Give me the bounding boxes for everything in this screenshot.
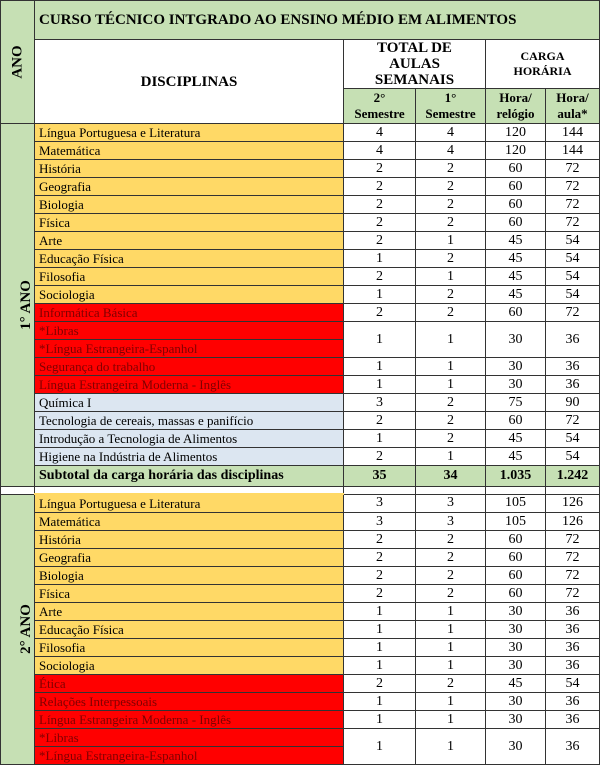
cell-sem2: 4 — [344, 124, 416, 142]
cell-hr: 30 — [486, 657, 546, 675]
cell-sem1: 1 — [416, 639, 486, 657]
spacer-cell — [546, 487, 600, 495]
year1-year-cell — [1, 124, 35, 487]
table-row — [1, 549, 600, 567]
cell-ha: 72 — [546, 214, 600, 232]
cell-sem2: 1 — [344, 621, 416, 639]
cell-sem1: 2 — [416, 412, 486, 430]
cell-hr: 60 — [486, 160, 546, 178]
discipline-name: Língua Estrangeira Moderna - Inglês — [35, 376, 344, 394]
discipline-name: Introdução a Tecnologia de Alimentos — [35, 430, 344, 448]
cell-sem2: 2 — [344, 268, 416, 286]
spacer-cell — [35, 487, 344, 495]
year-column-header — [1, 1, 35, 124]
cell-sem1: 3 — [416, 494, 486, 513]
cell-sem1: 2 — [416, 549, 486, 567]
cell-sem1: 3 — [416, 513, 486, 531]
cell-sem1: 1 — [416, 621, 486, 639]
cell-ha: 54 — [546, 430, 600, 448]
discipline-name: Língua Portuguesa e Literatura — [35, 124, 344, 142]
cell-sem2: 1 — [344, 430, 416, 448]
cell-sem1: 2 — [416, 567, 486, 585]
table-row — [1, 603, 600, 621]
table-row — [1, 412, 600, 430]
cell-ha: 72 — [546, 567, 600, 585]
cell-sem1: 1 — [416, 729, 486, 765]
cell-hr: 120 — [486, 124, 546, 142]
table-row — [1, 196, 600, 214]
cell-hr: 30 — [486, 603, 546, 621]
discipline-name: Educação Física — [35, 621, 344, 639]
cell-ha: 36 — [546, 657, 600, 675]
table-row — [1, 214, 600, 232]
discipline-name: Matemática — [35, 513, 344, 531]
table-row — [1, 232, 600, 250]
cell-ha: 36 — [546, 693, 600, 711]
discipline-name: *Língua Estrangeira-Espanhol — [35, 340, 344, 358]
cell-ha: 36 — [546, 639, 600, 657]
col-header-hora-aula: Hora/ aula* — [546, 89, 600, 124]
table-row — [1, 639, 600, 657]
discipline-name: Tecnologia de cereais, massas e panifício — [35, 412, 344, 430]
discipline-name: Arte — [35, 232, 344, 250]
table-row — [1, 657, 600, 675]
discipline-name: Biologia — [35, 196, 344, 214]
cell-sem2: 1 — [344, 729, 416, 765]
cell-sem1: 2 — [416, 178, 486, 196]
cell-ha: 72 — [546, 531, 600, 549]
cell-sem1: 1 — [416, 232, 486, 250]
cell-sem1: 1 — [416, 657, 486, 675]
cell-sem1: 1 — [416, 603, 486, 621]
spacer-cell — [344, 487, 416, 495]
cell-ha: 72 — [546, 304, 600, 322]
cell-hr: 45 — [486, 268, 546, 286]
cell-sem2: 1 — [344, 250, 416, 268]
cell-ha: 36 — [546, 729, 600, 765]
course-title-row — [1, 1, 600, 40]
cell-hr: 45 — [486, 286, 546, 304]
cell-ha: 72 — [546, 412, 600, 430]
cell-sem1: 1 — [416, 358, 486, 376]
cell-hr: 30 — [486, 639, 546, 657]
cell-ha: 54 — [546, 232, 600, 250]
discipline-name: Física — [35, 585, 344, 603]
cell-hr: 120 — [486, 142, 546, 160]
discipline-name: História — [35, 160, 344, 178]
cell-ha: 36 — [546, 376, 600, 394]
discipline-name: Higiene na Indústria de Alimentos — [35, 448, 344, 466]
cell-hr: 105 — [486, 513, 546, 531]
header-row-1 — [1, 40, 600, 89]
cell-sem2: 2 — [344, 531, 416, 549]
year2-year-label: 2° ANO — [17, 604, 34, 655]
cell-ha: 36 — [546, 358, 600, 376]
table-row — [1, 286, 600, 304]
cell-ha: 90 — [546, 394, 600, 412]
discipline-name: Biologia — [35, 567, 344, 585]
cell-ha: 72 — [546, 178, 600, 196]
cell-sem2: 3 — [344, 394, 416, 412]
cell-sem2: 2 — [344, 232, 416, 250]
cell-sem2: 2 — [344, 567, 416, 585]
cell-sem1: 2 — [416, 585, 486, 603]
discipline-name: Filosofia — [35, 639, 344, 657]
cell-sem2: 2 — [344, 178, 416, 196]
spacer-cell — [486, 487, 546, 495]
cell-hr: 75 — [486, 394, 546, 412]
discipline-name: Física — [35, 214, 344, 232]
section-spacer — [1, 487, 600, 495]
cell-sem2: 2 — [344, 196, 416, 214]
subtotal-sem2: 35 — [344, 466, 416, 487]
cell-sem1: 1 — [416, 376, 486, 394]
year1-year-label: 1° ANO — [17, 280, 34, 330]
cell-ha: 54 — [546, 286, 600, 304]
cell-sem1: 2 — [416, 160, 486, 178]
cell-sem2: 1 — [344, 322, 416, 358]
cell-ha: 126 — [546, 494, 600, 513]
table-row — [1, 268, 600, 286]
discipline-name: Relações Interpessoais — [35, 693, 344, 711]
discipline-name: Matemática — [35, 142, 344, 160]
cell-sem1: 2 — [416, 394, 486, 412]
discipline-name: Informática Básica — [35, 304, 344, 322]
cell-sem2: 2 — [344, 585, 416, 603]
table-row — [1, 430, 600, 448]
subtotal-row — [1, 466, 600, 487]
cell-sem2: 2 — [344, 214, 416, 232]
cell-sem1: 2 — [416, 214, 486, 232]
cell-hr: 60 — [486, 567, 546, 585]
cell-ha: 54 — [546, 675, 600, 693]
cell-sem2: 2 — [344, 160, 416, 178]
cell-sem2: 2 — [344, 675, 416, 693]
cell-sem2: 1 — [344, 693, 416, 711]
table-row — [1, 621, 600, 639]
table-row — [1, 394, 600, 412]
subtotal-hr: 1.035 — [486, 466, 546, 487]
cell-sem2: 2 — [344, 304, 416, 322]
cell-sem2: 2 — [344, 549, 416, 567]
discipline-name: *Libras — [35, 729, 344, 747]
discipline-name: Ética — [35, 675, 344, 693]
cell-hr: 60 — [486, 549, 546, 567]
cell-ha: 36 — [546, 603, 600, 621]
cell-ha: 54 — [546, 250, 600, 268]
table-row — [1, 585, 600, 603]
cell-ha: 54 — [546, 448, 600, 466]
cell-sem1: 2 — [416, 304, 486, 322]
cell-sem2: 1 — [344, 639, 416, 657]
cell-sem2: 3 — [344, 513, 416, 531]
cell-ha: 72 — [546, 196, 600, 214]
col-header-sem2: 2° Semestre — [344, 89, 416, 124]
discipline-name: Geografia — [35, 549, 344, 567]
subtotal-ha: 1.242 — [546, 466, 600, 487]
year2-year-cell — [1, 494, 35, 765]
cell-ha: 72 — [546, 160, 600, 178]
cell-ha: 36 — [546, 711, 600, 729]
discipline-name: Química I — [35, 394, 344, 412]
cell-ha: 126 — [546, 513, 600, 531]
discipline-name: Sociologia — [35, 286, 344, 304]
workload-header: CARGA HORÁRIA — [486, 40, 600, 89]
cell-ha: 72 — [546, 549, 600, 567]
cell-sem2: 3 — [344, 494, 416, 513]
subtotal-sem1: 34 — [416, 466, 486, 487]
discipline-name: Segurança do trabalho — [35, 358, 344, 376]
table-row — [1, 250, 600, 268]
cell-sem1: 2 — [416, 675, 486, 693]
cell-sem2: 2 — [344, 412, 416, 430]
cell-sem2: 1 — [344, 376, 416, 394]
cell-hr: 30 — [486, 729, 546, 765]
cell-ha: 54 — [546, 268, 600, 286]
cell-ha: 36 — [546, 322, 600, 358]
table-row — [1, 531, 600, 549]
cell-sem2: 1 — [344, 657, 416, 675]
cell-hr: 60 — [486, 531, 546, 549]
discipline-name: Língua Portuguesa e Literatura — [35, 494, 344, 513]
cell-hr: 30 — [486, 621, 546, 639]
cell-sem1: 2 — [416, 250, 486, 268]
year-header-label: ANO — [9, 45, 26, 79]
discipline-name: Filosofia — [35, 268, 344, 286]
discipline-name: *Língua Estrangeira-Espanhol — [35, 747, 344, 765]
cell-hr: 105 — [486, 494, 546, 513]
cell-sem1: 2 — [416, 196, 486, 214]
table-row — [1, 567, 600, 585]
cell-hr: 30 — [486, 376, 546, 394]
cell-hr: 60 — [486, 214, 546, 232]
course-title: CURSO TÉCNICO INTGRADO AO ENSINO MÉDIO EM ALIMENTOS — [35, 1, 600, 40]
cell-hr: 45 — [486, 448, 546, 466]
discipline-name: Arte — [35, 603, 344, 621]
discipline-name: Sociologia — [35, 657, 344, 675]
cell-sem2: 1 — [344, 286, 416, 304]
table-row — [1, 322, 600, 340]
table-row — [1, 693, 600, 711]
cell-sem1: 1 — [416, 322, 486, 358]
table-row — [1, 358, 600, 376]
cell-sem1: 4 — [416, 142, 486, 160]
table-row — [1, 729, 600, 747]
cell-sem2: 1 — [344, 358, 416, 376]
cell-sem1: 1 — [416, 711, 486, 729]
spacer-cell — [416, 487, 486, 495]
cell-sem2: 2 — [344, 448, 416, 466]
cell-sem1: 4 — [416, 124, 486, 142]
table-row — [1, 142, 600, 160]
cell-ha: 36 — [546, 621, 600, 639]
discipline-name: Educação Física — [35, 250, 344, 268]
cell-ha: 144 — [546, 124, 600, 142]
cell-hr: 60 — [486, 178, 546, 196]
table-row — [1, 178, 600, 196]
discipline-name: *Libras — [35, 322, 344, 340]
cell-hr: 45 — [486, 430, 546, 448]
disciplines-header: DISCIPLINAS — [35, 40, 344, 124]
cell-sem1: 1 — [416, 448, 486, 466]
discipline-name: Língua Estrangeira Moderna - Inglês — [35, 711, 344, 729]
table-row — [1, 448, 600, 466]
col-header-hora-relogio: Hora/ relógio — [486, 89, 546, 124]
cell-hr: 45 — [486, 675, 546, 693]
table-row — [1, 711, 600, 729]
cell-hr: 45 — [486, 250, 546, 268]
cell-sem2: 1 — [344, 603, 416, 621]
cell-sem1: 2 — [416, 430, 486, 448]
cell-hr: 60 — [486, 304, 546, 322]
cell-sem1: 1 — [416, 693, 486, 711]
subtotal-label: Subtotal da carga horária das disciplinas — [35, 466, 344, 487]
cell-ha: 72 — [546, 585, 600, 603]
cell-sem2: 4 — [344, 142, 416, 160]
table-row — [1, 376, 600, 394]
cell-sem2: 1 — [344, 711, 416, 729]
table-row — [1, 124, 600, 142]
cell-ha: 144 — [546, 142, 600, 160]
cell-hr: 60 — [486, 585, 546, 603]
cell-hr: 60 — [486, 196, 546, 214]
discipline-name: Geografia — [35, 178, 344, 196]
table-row — [1, 160, 600, 178]
cell-sem1: 1 — [416, 268, 486, 286]
cell-sem1: 2 — [416, 531, 486, 549]
table-row — [1, 304, 600, 322]
cell-hr: 30 — [486, 358, 546, 376]
table-row — [1, 513, 600, 531]
cell-hr: 45 — [486, 232, 546, 250]
table-row — [1, 494, 600, 513]
weekly-classes-header: TOTAL DE AULAS SEMANAIS — [344, 40, 486, 89]
cell-hr: 30 — [486, 693, 546, 711]
discipline-name: História — [35, 531, 344, 549]
cell-hr: 30 — [486, 711, 546, 729]
col-header-sem1: 1° Semestre — [416, 89, 486, 124]
cell-sem1: 2 — [416, 286, 486, 304]
spacer-cell — [1, 487, 35, 495]
table-row — [1, 675, 600, 693]
cell-hr: 30 — [486, 322, 546, 358]
cell-hr: 60 — [486, 412, 546, 430]
